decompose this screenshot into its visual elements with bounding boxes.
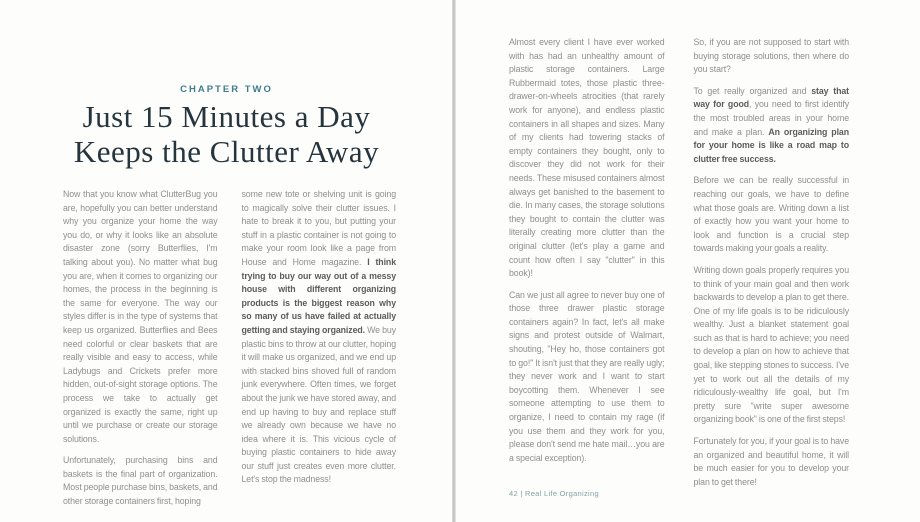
paragraph [242, 188, 397, 487]
right-page-columns [509, 36, 849, 497]
paragraph [63, 188, 218, 446]
chapter-label: CHAPTER TWO [180, 84, 273, 95]
bold-text-segment: I think trying to buy our way out of a messy house with different organizing products is the biggest reason why so many of us have failed at actually getting and staying organized. [241, 256, 396, 335]
footer-separator: | [517, 489, 525, 498]
paragraph [694, 264, 850, 427]
page-left [0, 0, 453, 522]
left-page-column-2 [242, 188, 397, 517]
text-segment: Writing down goals properly requires you to think of your main goal and then work backwards to develop a plan to get there. One of my life goals is to be ridiculously wealthy. Just a blanket statement goal such as that is hard to achieve; you need to develop a plan on how to achieve that goal, like stepping stones to success. I've yet to work out all the details of my ridiculously-wealthy life goal, but I'm pretty sure "write super awesome organizing book" is one of the first steps! [693, 264, 849, 425]
text-segment: Now that you know what ClutterBug you are, hopefully you can better understand why you organize your home the way you do, or why it looks like an absolute disaster zone (sorry Butterflies, I'm talking about you). No matter what bug you are, when it comes to organizing our homes, the process in the beginning is the same for everyone. The way our styles differ is in the type of systems that keep us organized. Butterflies and Bees need colorful or clear baskets that are really visible and easy to access, while Ladybugs and Crickets prefer more hidden, out-of-sight storage options. The process we take to actually get organized is exactly the same, right up until we purchase or create our storage solutions. [63, 189, 218, 444]
paragraph [694, 85, 850, 167]
paragraph [63, 454, 218, 508]
page-right [456, 0, 920, 522]
paragraph [694, 174, 850, 256]
text-segment: So, if you are not supposed to start with buying storage solutions, then where do you start? [693, 37, 849, 75]
text-segment: Almost every client I have ever worked with has had an unhealthy amount of plastic storage containers. Large Rubbermaid totes, those plastic three-drawer-on-wheels atrocities (that rarely work for anyone), and endless plastic containers in all shapes and sizes. Many of my clients had towering stacks of empty containers they bought, only to discover they did not work for their needs. These misused containers almost always get banished to the basement to die. In many cases, the storage solutions they bought to contain the clutter was literally creating more clutter than the original clutter (let's play a game and count how often I say "clutter" in this book)! [509, 37, 665, 279]
left-page-column-1 [63, 188, 218, 517]
book-title: Real Life Organizing [524, 489, 599, 498]
chapter-title [0, 99, 453, 169]
paragraph [509, 36, 665, 281]
text-segment: Before we can be really successful in reaching our goals, we have to define what those goals are. Writing down a list of exactly how you want your home to look and function is a crucial step towards making your goals a reality. [693, 175, 849, 254]
left-page-columns [63, 188, 396, 517]
right-page-column-2 [694, 36, 850, 497]
bold-text-segment: An organizing plan for your home is like a road map to clutter free success. [693, 126, 849, 164]
chapter-title-line-2: Keeps the Clutter Away [73, 134, 380, 169]
page-footer [509, 489, 599, 498]
text-segment: Unfortunately, purchasing bins and baskets is the final part of organization. Most people purchase bins, baskets, and other storage containers first, hoping [63, 455, 218, 507]
bold-text-segment: stay that way for good [693, 85, 849, 110]
text-segment: To get really organized and [693, 85, 812, 96]
text-segment: We buy plastic bins to throw at our clutter, hoping it will make us organized, and we end up with stacked bins shoved full of random junk everywhere. Often times, we forget about the junk we have stored away, and end up having to buy and replace stuff we already own because we have no idea where it is. This vicious cycle of buying plastic containers to hide away our stuff just creates even more clutter. Let's stop the madness! [241, 324, 396, 485]
text-segment: Fortunately for you, if your goal is to have an organized and beautiful home, it will be much easier for you to develop your plan to get there! [693, 436, 849, 487]
text-segment: some new tote or shelving unit is going to magically solve their clutter issues. I hate to break it to you, but putting your stuff in a plastic container is not going to make your room look like a page from House and Home magazine. [241, 189, 396, 267]
paragraph [694, 435, 850, 489]
paragraph [694, 36, 850, 77]
text-segment: Can we just all agree to never buy one of those three drawer plastic storage containers again? In fact, let's all make signs and protest outside of Walmart, shouting, "Hey ho, those containers got to go!" It isn't just that they are really ugly; they never work and I want to start boycotting them. Whenever I see someone attempting to use them to organize, I need to contain my rage (if you use them and they work for you, please don't send me hate mail…you are a special exception). [509, 289, 665, 463]
paragraph [509, 289, 665, 466]
text-segment: , you need to first identify the most troubled areas in your home and make a plan. [693, 99, 850, 137]
right-page-column-1 [509, 36, 665, 497]
chapter-title-line-1: Just 15 Minutes a Day [82, 99, 371, 134]
page-number: 42 [509, 489, 518, 498]
